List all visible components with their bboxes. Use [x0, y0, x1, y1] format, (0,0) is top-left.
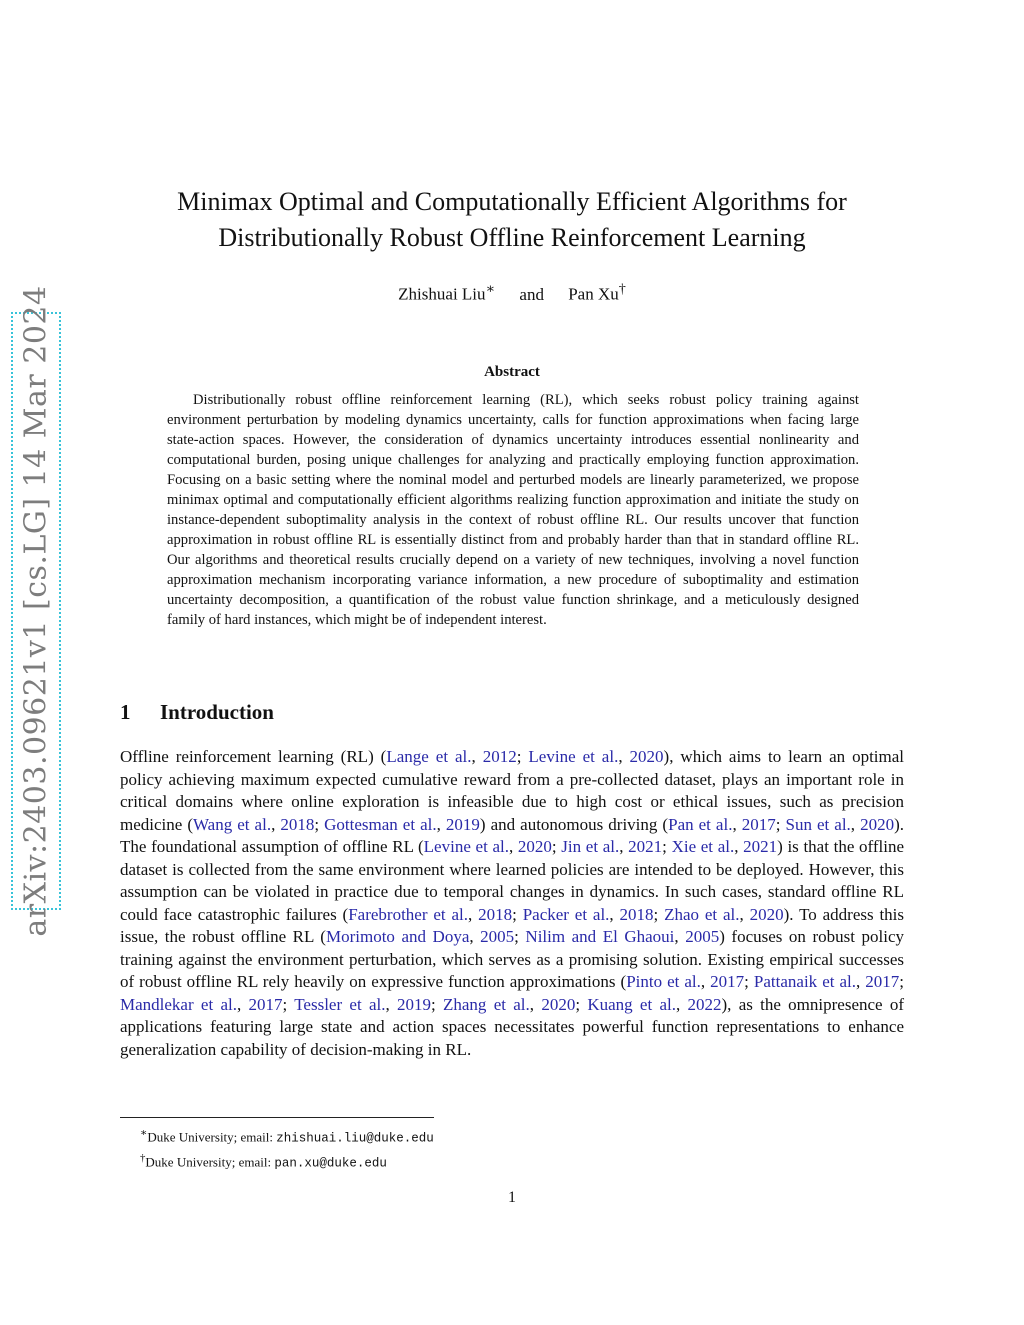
footnote-1	[140, 1123, 434, 1148]
citation-year-link[interactable]: 2021	[743, 837, 778, 856]
body-text: ,	[236, 994, 249, 1014]
citation-link[interactable]: Pattanaik et al.	[753, 972, 856, 991]
email-link[interactable]: zhishuai.liu@duke.edu	[276, 1131, 434, 1146]
body-text: ;	[314, 814, 325, 834]
citation-link[interactable]: Zhao et al.	[664, 904, 740, 924]
author-name: Zhishuai Liu	[398, 284, 486, 304]
citation-year-link[interactable]: 2018	[619, 904, 654, 924]
citation-year-link[interactable]: 2021	[628, 837, 663, 856]
abstract-heading: Abstract	[484, 364, 540, 380]
body-text: ;	[282, 994, 295, 1014]
body-text: ,	[468, 904, 479, 924]
body-text: ;	[516, 747, 529, 766]
citation-year-link[interactable]: 2017	[741, 814, 776, 834]
footnote-text: Duke University; email:	[147, 1129, 277, 1145]
title-line-2: Distributionally Robust Offline Reinforcement Learning	[218, 223, 806, 252]
body-text: ,	[732, 814, 742, 834]
body-text: Offline reinforcement learning (RL) (	[120, 747, 387, 766]
body-text: ,	[618, 747, 630, 766]
body-text: ,	[385, 994, 397, 1014]
citation-year-link[interactable]: 2017	[248, 994, 283, 1014]
body-text: ;	[744, 972, 754, 991]
citation-year-link[interactable]: 2020	[541, 994, 576, 1014]
author-footnote-mark[interactable]: †	[618, 281, 626, 297]
body-text: ,	[739, 904, 750, 924]
body-text: ,	[436, 814, 446, 834]
citation-link[interactable]: Nilim and El Ghaoui	[525, 927, 675, 946]
body-text: ;	[512, 904, 523, 924]
body-text: ,	[856, 972, 866, 991]
section-number: 1	[120, 700, 131, 724]
body-text: ,	[674, 927, 686, 946]
email-link[interactable]: pan.xu@duke.edu	[274, 1156, 387, 1171]
citation-link[interactable]: Zhang et al.	[443, 994, 530, 1014]
citation-link[interactable]: Farebrother et al.	[348, 904, 468, 924]
author-name: Pan Xu	[568, 284, 619, 304]
body-text: ), which aims to learn an optimal policy achieving maximum expected cumulative reward from a pre-collected dataset, plays an important role in critical domains where online exploration is infeasible due to high cost or ethical issues, such as precision medicine (	[120, 747, 905, 834]
title-line-1: Minimax Optimal and Computationally Efficient Algorithms for	[177, 187, 847, 216]
abstract-text: Distributionally robust offline reinforcement learning (RL), which seeks robust policy training against environment perturbation by modeling dynamics uncertainty, calls for function approximations when facing large state-action spaces. However, the consideration of dynamics uncertainty introduces essential nonlinearity and computational burden, posing unique challenges for analyzing and practically employing function approximation. Focusing on a basic setting where the nominal model and perturbed models are linearly parameterized, we propose minimax optimal and computationally efficient algorithms realizing function approximation and initiate the study on instance-dependent suboptimality analysis in the context of robust offline RL. Our results uncover that function approximation in robust offline RL is essentially distinct from and probably harder than that in standard offline RL. Our algorithms and theoretical results crucially depend on a variety of new techniques, involving a novel function approximation mechanism incorporating variance information, a new procedure of suboptimality and estimation uncertainty decomposition, a quantification of the robust value function shrinkage, and a meticulously designed family of hard instances, which might be of independent interest.	[167, 392, 859, 628]
section-title: Introduction	[160, 700, 274, 724]
footnote-mark: ∗	[140, 1127, 148, 1139]
citation-year-link[interactable]: 2005	[685, 927, 720, 946]
citation-link[interactable]: Levine et al.	[528, 747, 619, 766]
citation-link[interactable]: Wang et al.	[193, 814, 272, 834]
body-text: ;	[551, 837, 562, 856]
paper-title	[110, 184, 914, 256]
body-text: ,	[619, 837, 629, 856]
footnote-mark: †	[140, 1152, 146, 1165]
section-heading	[120, 700, 274, 725]
body-text: ;	[575, 994, 588, 1014]
citation-link[interactable]: Pinto et al.	[626, 972, 701, 991]
footnote-divider	[120, 1117, 434, 1118]
citation-year-link[interactable]: 2020	[749, 904, 784, 924]
citation-year-link[interactable]: 2018	[478, 904, 513, 924]
citation-year-link[interactable]: 2019	[397, 994, 431, 1014]
body-text: ;	[514, 927, 526, 946]
citation-link[interactable]: Mandlekar et al.	[120, 994, 237, 1014]
citation-year-link[interactable]: 2017	[710, 972, 745, 991]
citation-year-link[interactable]: 2020	[629, 747, 664, 766]
body-text: ,	[471, 747, 483, 766]
body-text: ;	[431, 994, 443, 1014]
arxiv-identifier-stamp[interactable]	[11, 285, 61, 937]
citation-year-link[interactable]: 2019	[445, 814, 480, 834]
body-text: ). To address this issue, the robust offline RL (	[120, 904, 905, 946]
author-footnote-mark[interactable]: ∗	[485, 281, 496, 297]
citation-link[interactable]: Morimoto and Doya	[325, 927, 470, 946]
body-text: ,	[508, 837, 518, 856]
citation-year-link[interactable]: 2018	[280, 814, 315, 834]
body-text: ;	[653, 904, 665, 924]
body-text: ) is that the offline dataset is collected from the same environment where learned policies are intended to be deployed. However, this assumption can be violated in practice due to temporal changes in dynamics. In such cases, standard offline RL could face catastrophic failures (	[120, 837, 905, 924]
citation-link[interactable]: Packer et al.	[522, 904, 610, 924]
citation-link[interactable]: Kuang et al.	[587, 994, 676, 1014]
body-text: ,	[675, 994, 688, 1014]
body-text: ,	[271, 814, 281, 834]
body-text: ;	[775, 814, 786, 834]
body-text: ) focuses on robust policy training against the environment perturbation, which serves as a promising solution. Existing empirical successes of robust offline RL rely heavily on expressive function approximations (	[120, 927, 904, 991]
author-separator: and	[519, 284, 544, 304]
body-text: ,	[529, 994, 542, 1014]
citation-link[interactable]: Lange et al.	[386, 747, 472, 766]
introduction-paragraph	[120, 746, 904, 1061]
citation-link[interactable]: Levine et al.	[423, 837, 509, 856]
body-text: ), as the omnipresence of applications featuring large state and action spaces necessitates powerful function representations to enhance generalization capability of decision-making in RL.	[120, 994, 905, 1059]
citation-year-link[interactable]: 2005	[480, 927, 515, 946]
arxiv-identifier-text: arXiv:2403.09621v1 [cs.LG] 14 Mar 2024	[18, 285, 54, 937]
body-text: ,	[469, 927, 481, 946]
body-text: ,	[850, 814, 861, 834]
citation-year-link[interactable]: 2017	[865, 972, 900, 991]
citation-link[interactable]: Sun et al.	[785, 814, 851, 834]
page-number: 1	[508, 1189, 516, 1206]
body-text: ;	[899, 972, 904, 991]
citation-year-link[interactable]: 2022	[687, 994, 722, 1014]
footnotes	[140, 1123, 434, 1174]
body-text: ,	[734, 837, 744, 856]
footnote-2	[140, 1148, 434, 1173]
body-text: ;	[662, 837, 672, 856]
citation-link[interactable]: Xie et al.	[671, 837, 735, 856]
author-list	[110, 281, 914, 305]
citation-year-link[interactable]: 2012	[482, 747, 517, 766]
citation-year-link[interactable]: 2020	[517, 837, 552, 856]
citation-link[interactable]: Jin et al.	[561, 837, 620, 856]
body-text: ) and autonomous driving (	[479, 814, 669, 834]
citation-link[interactable]: Gottesman et al.	[324, 814, 437, 834]
citation-link[interactable]: Tessler et al.	[294, 994, 386, 1014]
body-text: ). The foundational assumption of offline RL (	[120, 814, 904, 856]
citation-year-link[interactable]: 2020	[860, 814, 895, 834]
body-text: ,	[609, 904, 620, 924]
citation-link[interactable]: Pan et al.	[668, 814, 733, 834]
body-text: ,	[700, 972, 711, 991]
footnote-text: Duke University; email:	[145, 1154, 275, 1170]
